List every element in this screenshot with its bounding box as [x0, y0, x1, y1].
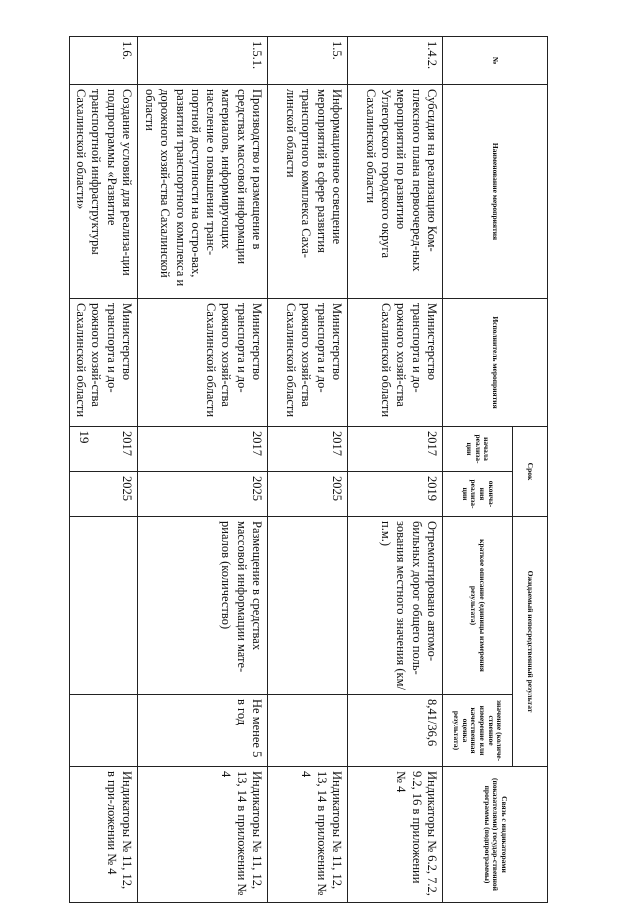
header-term: Срок: [513, 427, 548, 517]
header-result-value: значение (количе-ственное измерение или качественная оценка результата): [443, 695, 513, 767]
row-num: 1.4.2.: [348, 37, 443, 85]
row-end: 2019: [348, 472, 443, 517]
row-desc: [70, 517, 138, 695]
row-name: Создание условий для реализа-ции подпрограммы «Развитие транспортной инфраструктуры Сахалинской области»: [70, 85, 138, 299]
rotated-table-container: [74, 36, 548, 902]
table-row: [268, 37, 348, 903]
table-row: [138, 37, 268, 903]
table-row: [348, 37, 443, 903]
row-end: 2025: [138, 472, 268, 517]
row-name: Информационное освещение мероприятий в сфере развития транспортного комплекса Саха-линской области: [268, 85, 348, 299]
row-end: 2025: [70, 472, 138, 517]
measures-table: [69, 36, 548, 903]
header-link: Связь с индикаторами (показателями) государ-ственной программы (подпрограммы): [443, 767, 548, 903]
row-executor: Министерство транспорта и до-рожного хозяй-ства Сахалинской области: [268, 299, 348, 427]
row-value: [268, 695, 348, 767]
row-desc: Размещение в средствах массовой информации мате-риалов (количество): [138, 517, 268, 695]
row-name: Субсидия на реализацию Ком-плексного плана первоочеред-ных мероприятий по развитию Углегорского городского округа Сахалинской области: [348, 85, 443, 299]
row-end: 2025: [268, 472, 348, 517]
row-start: 2017: [138, 427, 268, 472]
row-num: 1.5.: [268, 37, 348, 85]
row-name: Производство и размещение в средствах массовой информации материалов, информирующих население о повышении транс-портной доступности на остро-вах, развитии транспортного комплекса и дорожного хозяй-ства Сахалинской области: [138, 85, 268, 299]
header-result: Ожидаемый непосредственный результат: [513, 517, 548, 767]
row-value: Не менее 5 в год: [138, 695, 268, 767]
row-executor: Министерство транспорта и до-рожного хозяй-ства Сахалинской области: [70, 299, 138, 427]
row-desc: [268, 517, 348, 695]
header-executor: Исполнитель мероприятия: [443, 299, 548, 427]
page-number: 19: [77, 430, 92, 444]
row-value: 8,41/36,6: [348, 695, 443, 767]
header-result-desc: краткое описание (единицы измерения результата): [443, 517, 513, 695]
table-row: [70, 37, 138, 903]
row-link: Индикаторы № 11, 12, 13, 14 в приложении № 4: [268, 767, 348, 903]
header-name: Наименование мероприятия: [443, 85, 548, 299]
row-start: 2017: [348, 427, 443, 472]
row-desc: Отремонтировано автомо-бильных дорог общего поль-зования местного значения (км/п.м.): [348, 517, 443, 695]
row-start: 2017: [70, 427, 138, 472]
row-value: [70, 695, 138, 767]
row-executor: Министерство транспорта и до-рожного хозяй-ства Сахалинской области: [138, 299, 268, 427]
row-link: Индикаторы № 11, 12, 13, 14 в приложении № 4: [138, 767, 268, 903]
header-term-start: начала реализа-ции: [443, 427, 513, 472]
row-num: 1.6.: [70, 37, 138, 85]
row-link: Индикаторы № 11, 12, в при-ложении № 4: [70, 767, 138, 903]
row-executor: Министерство транспорта и до-рожного хозяй-ства Сахалинской области: [348, 299, 443, 427]
row-num: 1.5.1.: [138, 37, 268, 85]
header-term-end: оконча-ния реализа-ции: [443, 472, 513, 517]
header-num: №: [443, 37, 548, 85]
row-start: 2017: [268, 427, 348, 472]
row-link: Индикаторы № 6.2, 7.2, 9.2, 16 в приложении № 4: [348, 767, 443, 903]
